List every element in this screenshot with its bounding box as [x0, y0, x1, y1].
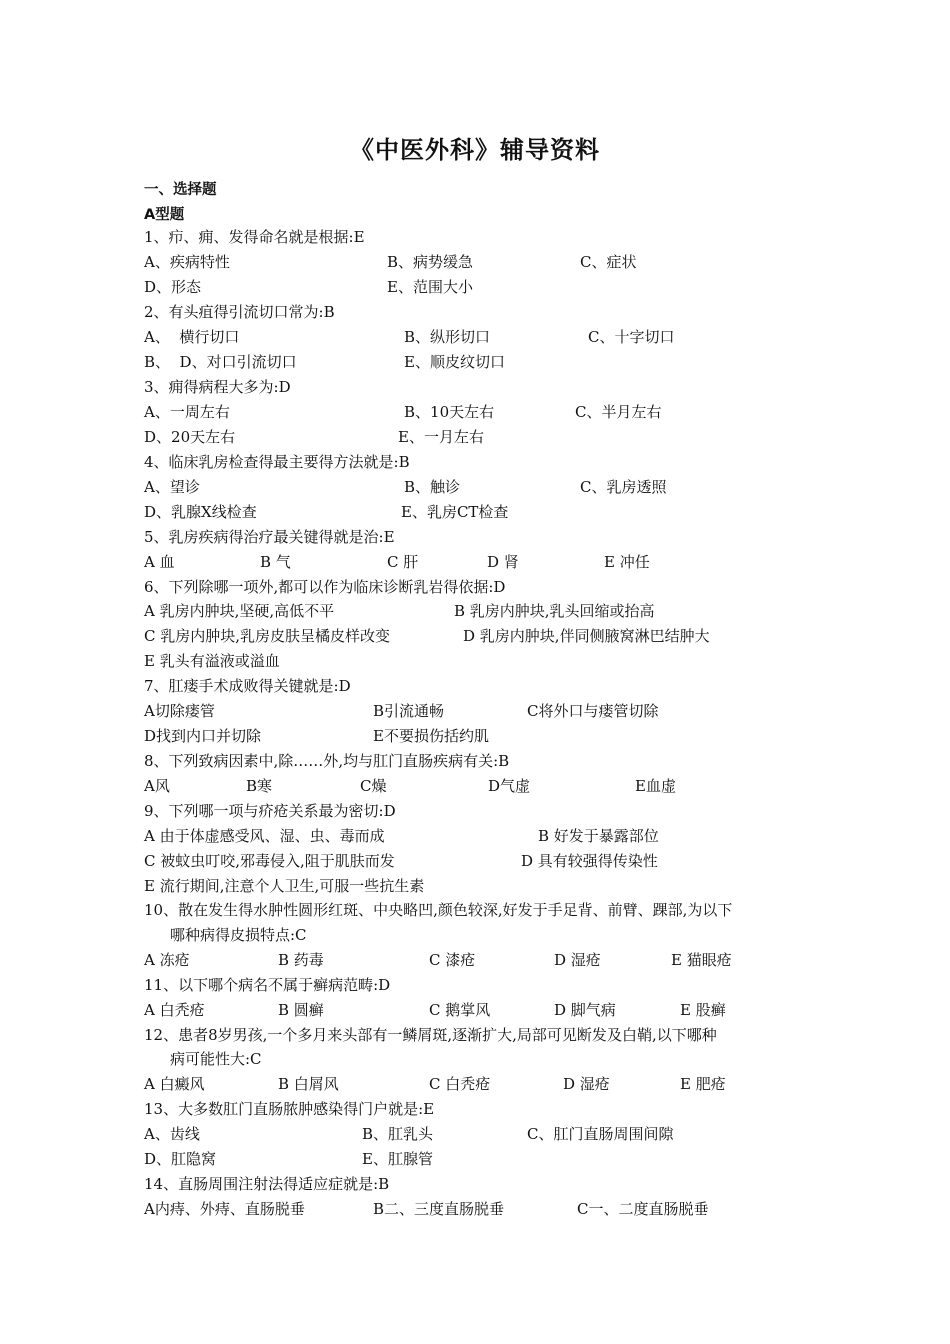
option: A、疾病特性	[144, 253, 230, 271]
option: D找到内口并切除	[144, 727, 262, 745]
option: C、乳房透照	[580, 478, 667, 496]
option: A 冻疮	[144, 951, 190, 969]
question-1: 1、疖、痈、发得命名就是根据:E	[144, 228, 365, 246]
option: A 乳房内肿块,坚硬,高低不平	[144, 602, 335, 620]
option: D、20天左右	[144, 428, 236, 446]
option: C、十字切口	[588, 328, 675, 346]
option: E、一月左右	[398, 428, 484, 446]
option: B、10天左右	[404, 403, 495, 421]
question-10-continuation: 哪种病得皮损特点:C	[170, 926, 307, 944]
option: C、肛门直肠周围间隙	[527, 1125, 674, 1143]
option: B寒	[246, 777, 273, 795]
question-3: 3、痈得病程大多为:D	[144, 378, 291, 396]
option: C 肝	[387, 553, 419, 571]
question-9: 9、下列哪一项与疥疮关系最为密切:D	[144, 802, 396, 820]
option: C将外口与瘘管切除	[527, 702, 659, 720]
option: E、范围大小	[387, 278, 473, 296]
option: A内痔、外痔、直肠脱垂	[144, 1200, 305, 1218]
option: D 湿疮	[554, 951, 601, 969]
option: C 鹅掌风	[429, 1001, 491, 1019]
option: B 气	[260, 553, 291, 571]
option: C、半月左右	[575, 403, 662, 421]
option: A、 横行切口	[144, 328, 240, 346]
question-6: 6、下列除哪一项外,都可以作为临床诊断乳岩得依据:D	[144, 578, 506, 596]
option: C 被蚊虫叮咬,邪毒侵入,阻于肌肤而发	[144, 852, 395, 870]
option: D 乳房内肿块,伴同侧腋窝淋巴结肿大	[463, 627, 710, 645]
option: D、形态	[144, 278, 202, 296]
option: E 猫眼疮	[671, 951, 732, 969]
option: B 圆癣	[278, 1001, 324, 1019]
option: B、肛乳头	[362, 1125, 434, 1143]
option: A 血	[144, 553, 175, 571]
option: B 好发于暴露部位	[538, 827, 659, 845]
option: B、触诊	[404, 478, 461, 496]
option: D 湿疮	[563, 1075, 610, 1093]
option: E、乳房CT检查	[401, 503, 509, 521]
option: B、 D、对口引流切口	[144, 353, 297, 371]
option: A 白癜风	[144, 1075, 205, 1093]
question-4: 4、临床乳房检查得最主要得方法就是:B	[144, 453, 410, 471]
option: D、乳腺X线检查	[144, 503, 257, 521]
question-2: 2、有头疽得引流切口常为:B	[144, 303, 335, 321]
option: B、纵形切口	[404, 328, 491, 346]
option: E 肥疮	[680, 1075, 726, 1093]
option: A 白秃疮	[144, 1001, 205, 1019]
question-12-continuation: 病可能性大:C	[170, 1050, 262, 1068]
question-8: 8、下列致病因素中,除……外,均与肛门直肠疾病有关:B	[144, 752, 510, 770]
option: C燥	[360, 777, 387, 795]
option: B、病势缓急	[387, 253, 474, 271]
option: D气虚	[488, 777, 531, 795]
option: D 脚气病	[554, 1001, 616, 1019]
question-12: 12、患者8岁男孩,一个多月来头部有一鳞屑斑,逐渐扩大,局部可见断发及白鞘,以下哪种	[144, 1026, 717, 1044]
question-5: 5、乳房疾病得治疗最关键得就是治:E	[144, 528, 395, 546]
option: E不要损伤括约肌	[373, 727, 489, 745]
section-heading: 一、选择题	[144, 182, 217, 198]
option: A、一周左右	[144, 403, 230, 421]
question-11: 11、以下哪个病名不属于癣病范畴:D	[144, 976, 391, 994]
option: C 白秃疮	[429, 1075, 491, 1093]
option: B 药毒	[278, 951, 324, 969]
option: C 乳房内肿块,乳房皮肤呈橘皮样改变	[144, 627, 391, 645]
option: C 漆疮	[429, 951, 476, 969]
option: E、顺皮纹切口	[404, 353, 505, 371]
question-14: 14、直肠周围注射法得适应症就是:B	[144, 1175, 390, 1193]
option: A切除瘘管	[144, 702, 215, 720]
subsection-heading: A型题	[144, 207, 185, 223]
option: B引流通畅	[373, 702, 445, 720]
document-title: 《中医外科》辅导资料	[350, 136, 600, 164]
option: C、症状	[580, 253, 637, 271]
option: B 乳房内肿块,乳头回缩或抬高	[454, 602, 655, 620]
option: D、肛隐窝	[144, 1150, 217, 1168]
option: A风	[144, 777, 170, 795]
option: E 乳头有溢液或溢血	[144, 652, 280, 670]
option: E 流行期间,注意个人卫生,可服一些抗生素	[144, 877, 425, 895]
option: B二、三度直肠脱垂	[373, 1200, 505, 1218]
option: C一、二度直肠脱垂	[577, 1200, 709, 1218]
question-7: 7、肛瘘手术成败得关键就是:D	[144, 677, 351, 695]
option: D 肾	[487, 553, 519, 571]
option: E 股癣	[680, 1001, 726, 1019]
option: E 冲任	[604, 553, 650, 571]
question-10: 10、散在发生得水肿性圆形红斑、中央略凹,颜色较深,好发于手足背、前臂、踝部,为以下	[144, 901, 733, 919]
question-13: 13、大多数肛门直肠脓肿感染得门户就是:E	[144, 1100, 435, 1118]
option: E血虚	[635, 777, 676, 795]
option: A 由于体虚感受风、湿、虫、毒而成	[144, 827, 385, 845]
option: A、望诊	[144, 478, 200, 496]
option: D 具有较强得传染性	[521, 852, 658, 870]
option: B 白屑风	[278, 1075, 339, 1093]
option: E、肛腺管	[362, 1150, 433, 1168]
option: A、齿线	[144, 1125, 200, 1143]
